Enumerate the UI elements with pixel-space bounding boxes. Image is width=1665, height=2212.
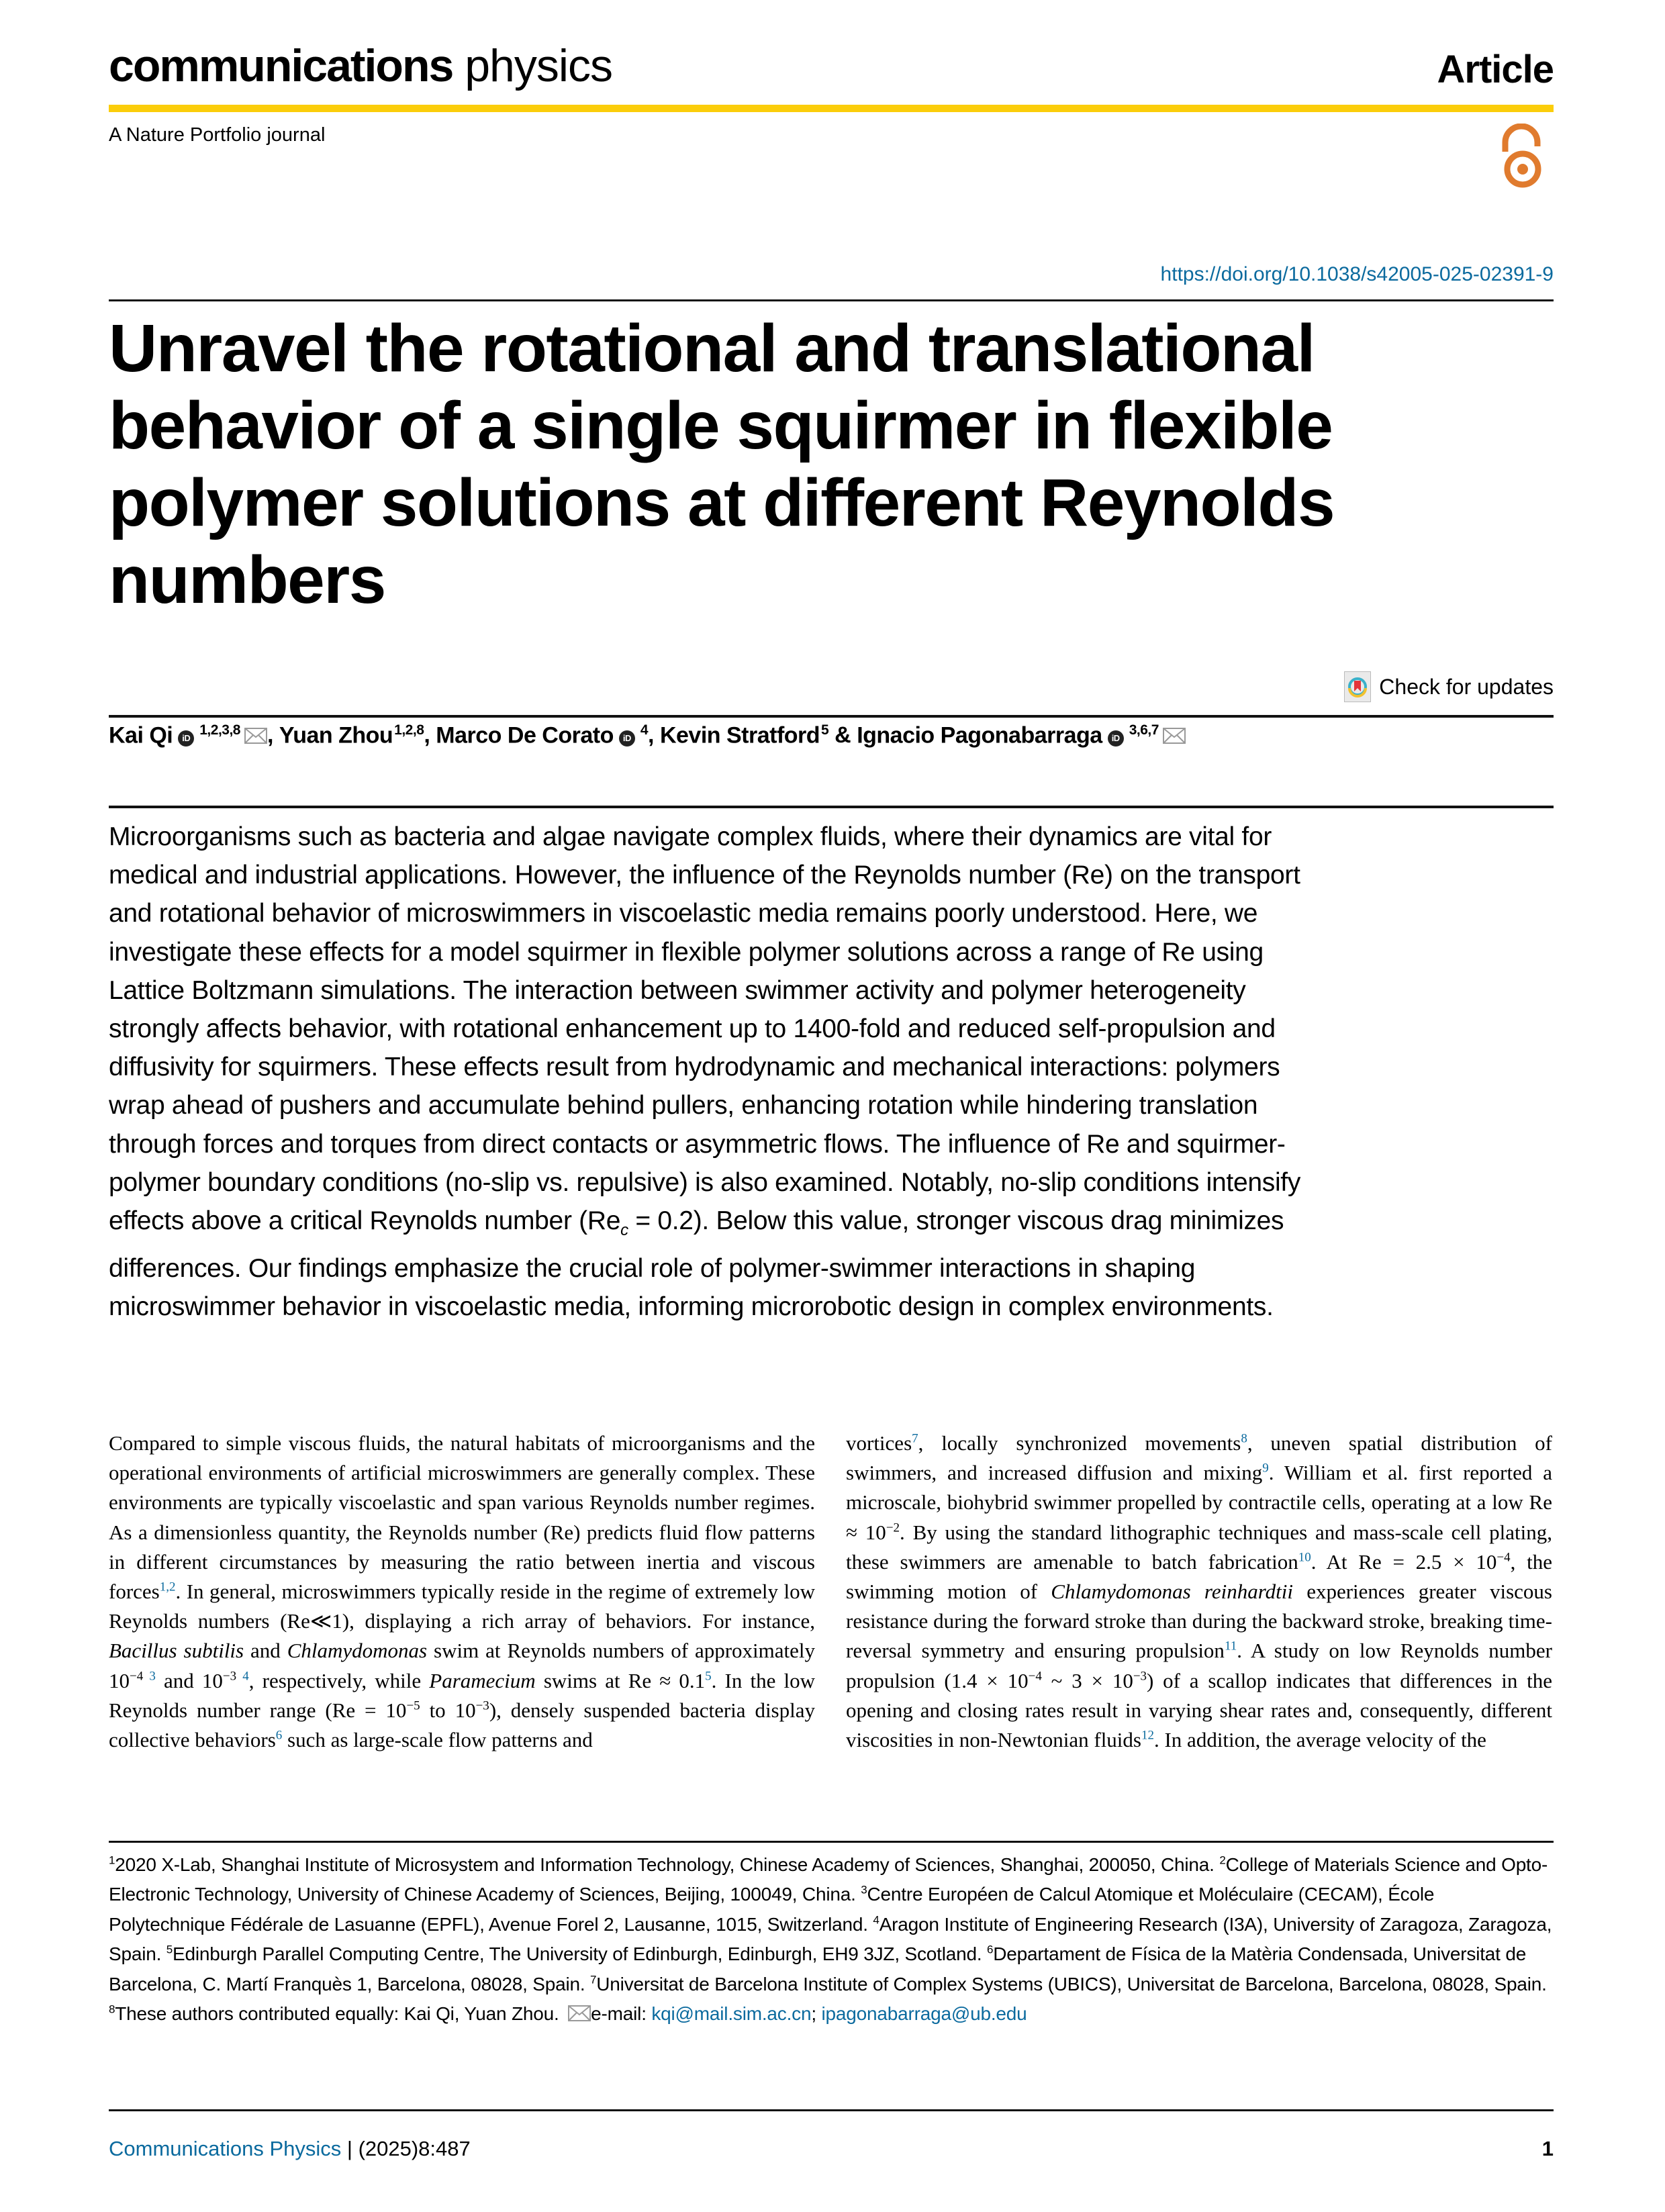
orcid-icon[interactable]: iD bbox=[1108, 730, 1124, 747]
affiliation-text: College of Materials Science and Opto-Electronic Technology, University of Chinese Academy of Sciences, Beijing, 100049, China. bbox=[109, 1854, 1548, 1905]
exponent: −3 bbox=[1133, 1669, 1147, 1684]
footer-volume: | (2025)8:487 bbox=[341, 2137, 471, 2160]
affiliation-text: These authors contributed equally: Kai Qi, Yuan Zhou. bbox=[115, 2003, 565, 2025]
author-separator: , bbox=[648, 722, 660, 749]
affiliation-number: 5 bbox=[166, 1943, 173, 1956]
doi-link[interactable]: https://doi.org/10.1038/s42005-025-02391-9 bbox=[1160, 263, 1554, 285]
exponent: −4 bbox=[130, 1669, 144, 1684]
body-column-right: vortices$^7$, locally synchronized movements$^8$, uneven spatial distribution of swimmers, and increased diffusion and mixing$^9$. William et al. first reported a microscale, biohybrid swimmer propelled by contractile cells, operating at a low $Re \approx 10^{-2}$. By using the standard lithographic techniques and mass-scale cell plating, these swimmers are amenable to batch fabrication$^{10}$. At $Re = 2.5 \times 10^{-4}$, the swimming motion of Chlamydomonas reinhardtii experiences greater viscous resistance during the forward stroke than during the backward stroke, breaking time-reversal symmetry and ensuring propulsion$^{11}$. A study on low Reynolds number propulsion ($1.4 \times 10^{-4}$ ~ $3 \times 10^{-3}$) of a scallop indicates that differences in the opening and closing rates result in varying shear rates and, consequently, different viscosities in non-Newtonian fluids$^{12}$. In addition, the average velocity of the bbox=[846, 1431, 1553, 1752]
author[interactable] bbox=[279, 722, 424, 749]
email-separator: ; bbox=[811, 2003, 822, 2025]
affiliation-number: 3 bbox=[861, 1884, 867, 1897]
citation-link[interactable]: 12 bbox=[1141, 1728, 1154, 1743]
divider bbox=[109, 299, 1554, 301]
author-affiliation-numbers: 1,2,3,8 bbox=[199, 722, 240, 738]
affiliation-number: 8 bbox=[109, 2003, 115, 2016]
author[interactable] bbox=[436, 722, 648, 749]
orcid-icon[interactable]: iD bbox=[619, 730, 635, 747]
species-name: Chlamydomonas bbox=[287, 1639, 428, 1663]
email-envelope-icon[interactable] bbox=[1163, 728, 1186, 744]
citation-link[interactable]: 1,2 bbox=[159, 1580, 176, 1594]
citation-link[interactable]: 9 bbox=[1262, 1461, 1269, 1476]
email-label: e-mail: bbox=[591, 2003, 652, 2025]
citation-link[interactable]: 5 bbox=[705, 1669, 712, 1684]
check-for-updates-label: Check for updates bbox=[1379, 674, 1554, 699]
email-envelope-icon[interactable] bbox=[568, 2005, 591, 2021]
abstract bbox=[109, 818, 1324, 1326]
affiliation-number: 4 bbox=[873, 1913, 879, 1927]
affiliation-text: Centre Européen de Calcul Atomique et Moléculaire (CECAM), École Polytechnique Fédérale de Lasuanne (EPFL), Avenue Forel 2, Lausanne, 1015, Switzerland. bbox=[109, 1884, 1435, 1935]
author-separator: , bbox=[424, 722, 436, 749]
affiliation-number: 1 bbox=[109, 1854, 115, 1867]
citation-link[interactable]: 4 bbox=[236, 1669, 249, 1684]
affiliation-text: Departament de Física de la Matèria Condensada, Universitat de Barcelona, C. Martí Franquès 1, Barcelona, 08028, Spain. bbox=[109, 1943, 1527, 1994]
author-name[interactable]: Kai Qi bbox=[109, 722, 173, 749]
species-name: Paramecium bbox=[429, 1668, 536, 1692]
citation-link[interactable]: 3 bbox=[143, 1669, 156, 1684]
email-link[interactable]: ipagonabarraga@ub.edu bbox=[821, 2003, 1027, 2025]
affiliation-number: 7 bbox=[590, 1973, 597, 1986]
divider bbox=[109, 1841, 1554, 1843]
check-for-updates-button[interactable] bbox=[1344, 671, 1554, 702]
author-list bbox=[109, 722, 1186, 749]
body-column-left: Compared to simple viscous fluids, the natural habitats of microorganisms and the operational environments of artificial microswimmers are generally complex. These environments are typically viscoelastic and span various Reynolds number regimes. As a dimensionless quantity, the Reynolds number (Re) predicts fluid flow patterns in different circumstances by measuring the ratio between inertia and viscous forces$^{1,2}$. In general, microswimmers typically reside in the regime of extremely low Reynolds numbers (Re≪1), displaying a rich array of behaviors. For instance, Bacillus subtilis and Chlamydomonas swim at Reynolds numbers of approximately $10^{-4}$ $^3$ and $10^{-3}$ $^4$, respectively, while Paramecium swims at Re ≈ 0.1$^5$. In the low Reynolds number range ($Re = 10^{-5}$ to $10^{-3}$), densely suspended bacteria display collective behaviors$^6$ such as large-scale flow patterns and bbox=[109, 1431, 816, 1752]
author-name[interactable]: Ignacio Pagonabarraga bbox=[857, 722, 1102, 749]
exponent: −5 bbox=[406, 1698, 420, 1713]
author[interactable] bbox=[857, 722, 1186, 749]
divider bbox=[109, 2109, 1554, 2111]
page-number: 1 bbox=[1541, 2137, 1554, 2160]
abstract-text-cont: = 0.2). Below this value, stronger viscous drag minimizes differences. Our findings emphasize the crucial role of polymer-swimmer interactions in shaping microswimmer behavior in viscoelastic media, informing microrobotic design in complex environments. bbox=[109, 1206, 1284, 1322]
citation-link[interactable]: 7 bbox=[912, 1431, 918, 1446]
exponent: −3 bbox=[475, 1698, 489, 1713]
abstract-subscript: c bbox=[620, 1220, 628, 1239]
masthead-rule bbox=[109, 105, 1554, 112]
email-link[interactable]: kqi@mail.sim.ac.cn bbox=[651, 2003, 812, 2025]
brand-light: physics bbox=[465, 40, 612, 91]
footer-citation bbox=[109, 2137, 471, 2161]
divider bbox=[109, 806, 1554, 808]
brand-bold: communications bbox=[109, 40, 453, 91]
author[interactable] bbox=[660, 722, 828, 749]
orcid-icon[interactable]: iD bbox=[178, 730, 194, 747]
species-name: Chlamydomonas reinhardtii bbox=[1051, 1580, 1293, 1604]
citation-link[interactable]: 11 bbox=[1224, 1639, 1237, 1654]
email-envelope-icon[interactable] bbox=[244, 728, 267, 744]
divider bbox=[109, 715, 1554, 718]
author-affiliation-numbers: 5 bbox=[821, 722, 829, 738]
exponent: −2 bbox=[886, 1521, 900, 1535]
affiliation-number: 2 bbox=[1219, 1854, 1226, 1867]
journal-brand[interactable] bbox=[109, 40, 612, 91]
species-name: Bacillus subtilis bbox=[109, 1639, 244, 1663]
author-affiliation-numbers: 3,6,7 bbox=[1129, 722, 1159, 738]
author-affiliation-numbers: 1,2,8 bbox=[394, 722, 424, 738]
exponent: −3 bbox=[222, 1669, 237, 1684]
article-title: Unravel the rotational and translational behavior of a single squirmer in flexible polymer solutions at different Reynolds numbers bbox=[109, 311, 1335, 618]
affiliation-text: Aragon Institute of Engineering Research (I3A), University of Zaragoza, Zaragoza, Spain. bbox=[109, 1913, 1552, 1965]
citation-link[interactable]: 8 bbox=[1241, 1431, 1247, 1446]
affiliation-text: Universitat de Barcelona Institute of Complex Systems (UBICS), Universitat de Barcelona, Barcelona, 08028, Spain. bbox=[596, 1973, 1547, 1994]
citation-link[interactable]: 6 bbox=[275, 1728, 283, 1743]
portfolio-label: A Nature Portfolio journal bbox=[109, 124, 326, 146]
author[interactable] bbox=[109, 722, 267, 749]
author-affiliation-numbers: 4 bbox=[640, 722, 649, 738]
crossmark-icon bbox=[1344, 671, 1371, 702]
affiliation-text: 2020 X-Lab, Shanghai Institute of Microsystem and Information Technology, Chinese Academy of Sciences, Shanghai, 200050, China. bbox=[115, 1854, 1220, 1875]
citation-link[interactable]: 10 bbox=[1298, 1550, 1311, 1565]
article-type-label: Article bbox=[1437, 48, 1554, 91]
abstract-text: Microorganisms such as bacteria and algae navigate complex fluids, where their dynamics are vital for medical and industrial applications. However, the influence of the Reynolds number (Re) on the transport and rotational behavior of microswimmers in viscoelastic media remains poorly understood. Here, we investigate these effects for a model squirmer in flexible polymer solutions across a range of Re using Lattice Boltzmann simulations. The interaction between swimmer activity and polymer heterogeneity strongly affects behavior, with rotational enhancement up to 1400-fold and reduced self-propulsion and diffusivity for squirmers. These effects result from hydrodynamic and mechanical interactions: polymers wrap ahead of pushers and accumulate behind pullers, enhancing rotation while hindering translation through forces and torques from direct contacts or asymmetric flows. The influence of Re and squirmer-polymer boundary conditions (no-slip vs. repulsive) is also examined. Notably, no-slip conditions intensify effects above a critical Reynolds number (Re bbox=[109, 822, 1301, 1236]
affiliations bbox=[109, 1850, 1554, 2029]
open-access-lock-icon[interactable] bbox=[1496, 124, 1550, 191]
exponent: −4 bbox=[1028, 1669, 1042, 1684]
affiliation-number: 6 bbox=[987, 1943, 994, 1956]
author-name[interactable]: Yuan Zhou bbox=[279, 722, 393, 749]
author-separator: , bbox=[267, 722, 279, 749]
author-name[interactable]: Kevin Stratford bbox=[659, 722, 820, 749]
affiliation-text: Edinburgh Parallel Computing Centre, The University of Edinburgh, Edinburgh, EH9 3JZ, Scotland. bbox=[173, 1943, 987, 1965]
author-name[interactable]: Marco De Corato bbox=[436, 722, 614, 749]
footer-journal-link[interactable]: Communications Physics bbox=[109, 2137, 342, 2160]
author-separator: & bbox=[828, 722, 857, 749]
exponent: −4 bbox=[1496, 1550, 1511, 1565]
